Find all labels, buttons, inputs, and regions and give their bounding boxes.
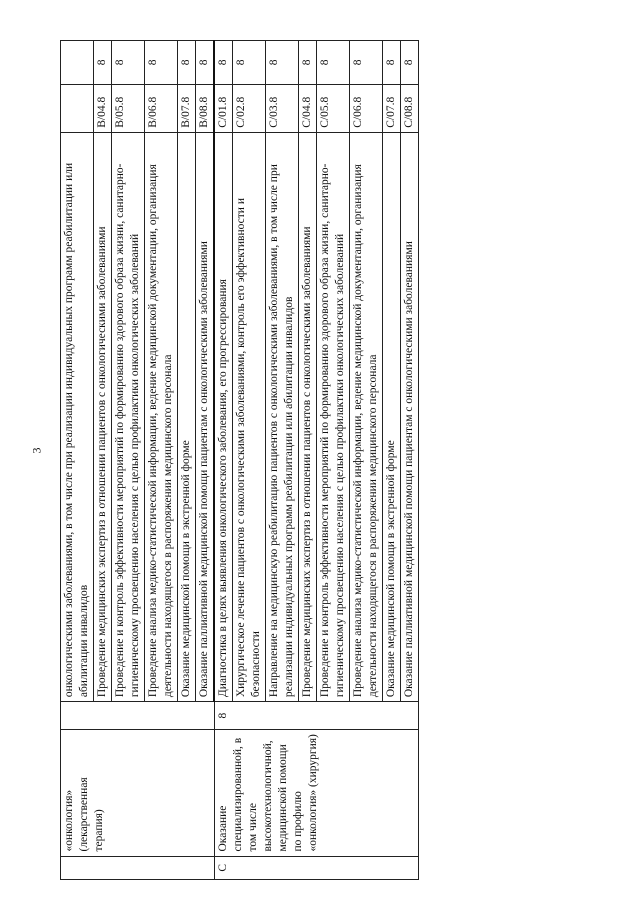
function-level: 8 [94,41,112,85]
page-number: 3 [29,447,44,454]
function-name: Оказание медицинской помощи в экстренной форме [383,132,401,701]
group-level: 8 [214,702,419,730]
function-name: Оказание паллиативной медицинской помощи пациентам с онкологическими заболеваниями [401,132,419,701]
function-name: Проведение и контроль эффективности мероприятий по формированию здорового образа жизни, санитарно-гигиеническому просвещению населения с целью профилактики онкологических заболеваний [112,132,145,701]
function-name: Проведение анализа медико-статистической информации, ведение медицинской документации, организация деятельности находящегося в распоряжении медицинского персонала [350,132,383,701]
function-level: 8 [299,41,317,85]
function-code: B/06.8 [145,84,178,132]
function-level: 8 [383,41,401,85]
function-name: Хирургическое лечение пациентов с онкологическими заболеваниями, контроль его эффективности и безопасности [233,132,266,701]
group-letter: C [214,856,419,879]
function-code: B/04.8 [94,84,112,132]
function-code: C/04.8 [299,84,317,132]
function-level: 8 [214,41,233,85]
function-name: Проведение медицинских экспертиз в отношении пациентов с онкологическими заболеваниями [299,132,317,701]
function-code: C/07.8 [383,84,401,132]
function-level [61,41,94,85]
function-code: C/05.8 [317,84,350,132]
function-name: Диагностика в целях выявления онкологического заболевания, его прогрессирования [214,132,233,701]
function-level: 8 [145,41,178,85]
function-level: 8 [401,41,419,85]
function-name: Проведение и контроль эффективности мероприятий по формированию здорового образа жизни, санитарно-гигиеническому просвещению населения с целью профилактики онкологических заболеваний [317,132,350,701]
table-row [214,41,233,880]
function-name: онкологическими заболеваниями, в том числе при реализации индивидуальных программ реабилитации или абилитации инвалидов [61,132,94,701]
function-code: B/05.8 [112,84,145,132]
table-row [61,41,94,880]
group-level [61,702,215,730]
function-code: C/08.8 [401,84,419,132]
function-level: 8 [350,41,383,85]
function-code: B/07.8 [178,84,196,132]
function-name: Оказание медицинской помощи в экстренной форме [178,132,196,701]
function-level: 8 [233,41,266,85]
function-code: C/06.8 [350,84,383,132]
function-name: Проведение медицинских экспертиз в отношении пациентов с онкологическими заболеваниями [94,132,112,701]
function-level: 8 [266,41,299,85]
function-name: Направление на медицинскую реабилитацию пациентов с онкологическими заболеваниями, в том числе при реализации индивидуальных программ реабилитации или абилитации инвалидов [266,132,299,701]
function-level: 8 [178,41,196,85]
functions-table [60,40,419,880]
function-code: C/02.8 [233,84,266,132]
function-level: 8 [196,41,215,85]
function-code: C/03.8 [266,84,299,132]
function-level: 8 [112,41,145,85]
group-name: Оказание специализированной, в том числе высокотехнологичной, медицинской помощи по профилю «онкология» (хирургия) [214,730,419,856]
group-letter [61,856,215,879]
function-level: 8 [317,41,350,85]
function-code: B/08.8 [196,84,215,132]
function-code [61,84,94,132]
document-sheet [60,40,530,880]
function-code: C/01.8 [214,84,233,132]
function-name: Проведение анализа медико-статистической информации, ведение медицинской документации, организация деятельности находящегося в распоряжении медицинского персонала [145,132,178,701]
function-name: Оказание паллиативной медицинской помощи пациентам с онкологическими заболеваниями [196,132,215,701]
group-name: «онкология» (лекарственная терапия) [61,730,215,856]
